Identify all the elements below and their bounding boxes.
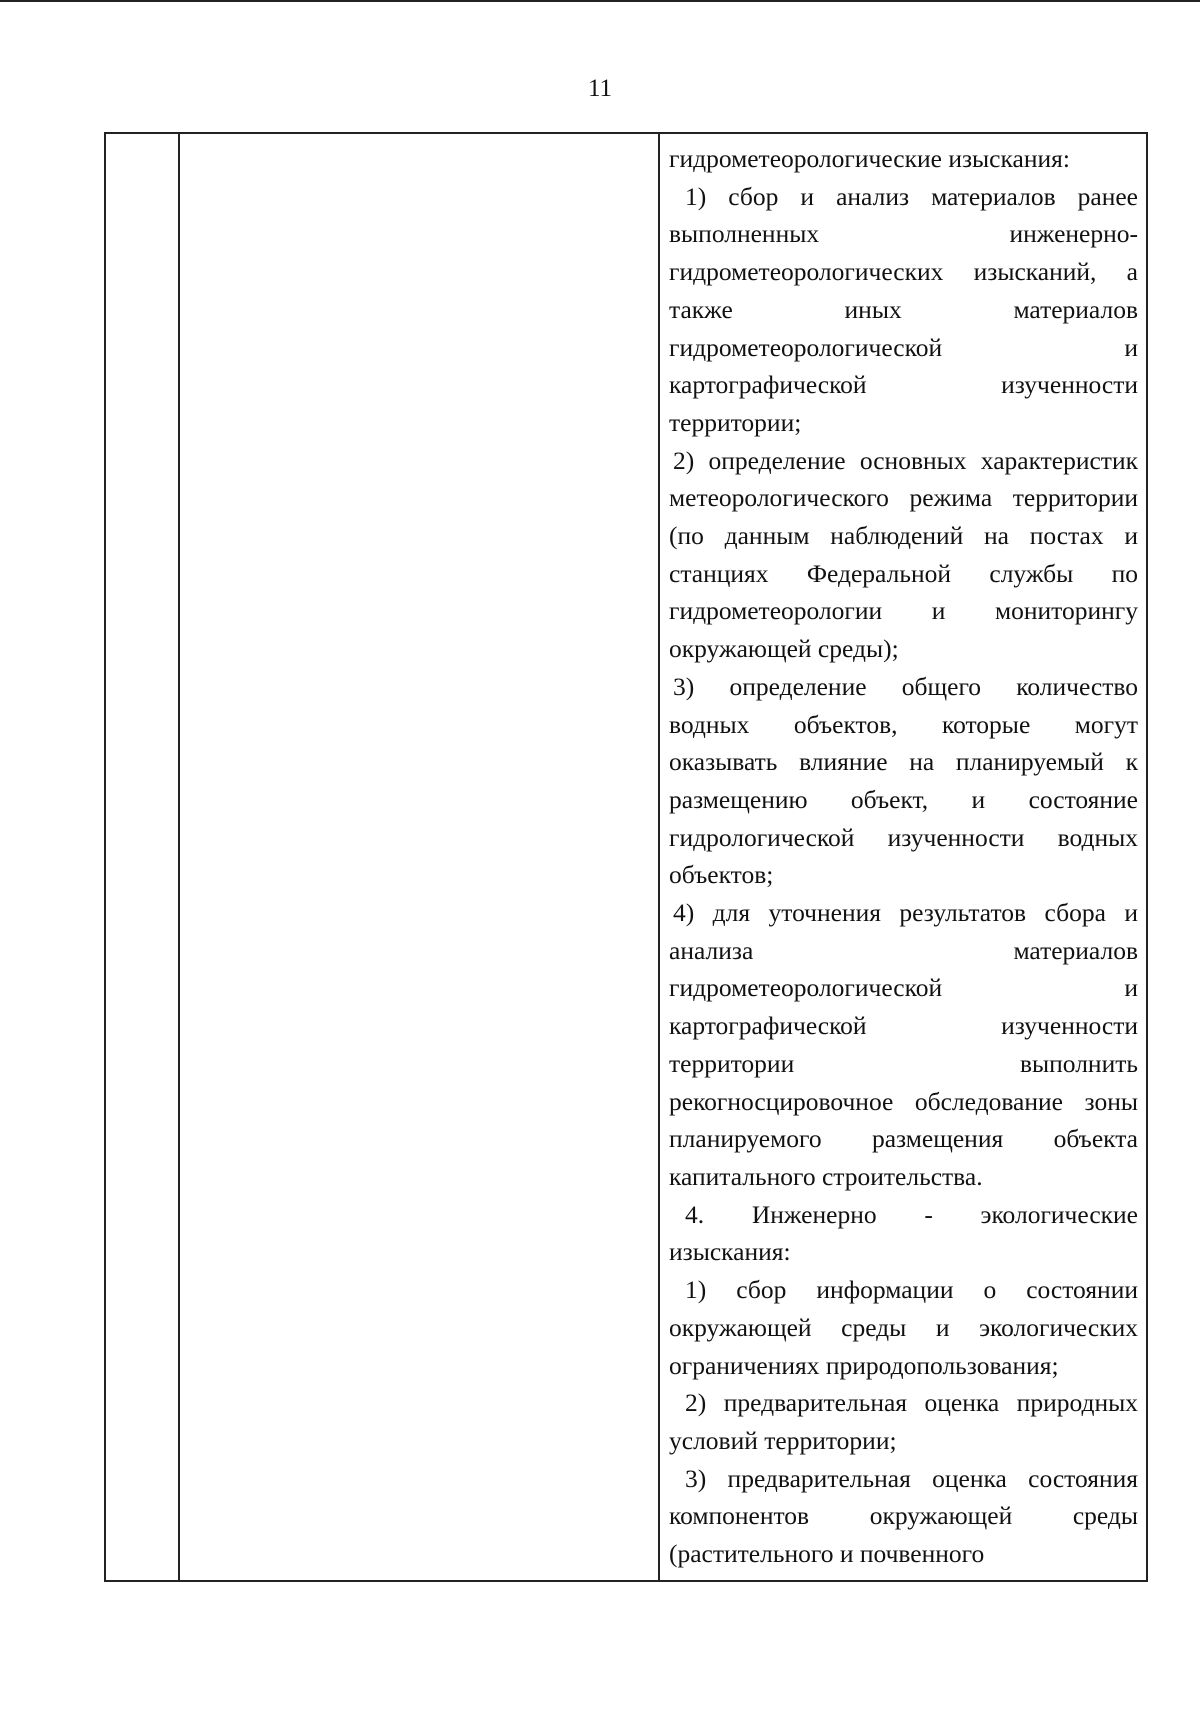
table-cell-name bbox=[180, 134, 660, 1580]
top-border-line bbox=[0, 0, 1200, 2]
paragraph: 1) сбор и анализ материалов ранее выполненных инженерно-гидрометеорологических изысканий, а также иных материалов гидрометеорологической и картографической изученности территории; bbox=[669, 181, 1138, 437]
paragraph: 4) для уточнения результатов сбора и анализа материалов гидрометеорологической и картографической изученности территории выполнить рекогносцировочное обследование зоны планируемого размещения объекта капитального строительства. bbox=[669, 898, 1138, 1191]
paragraph: гидрометеорологические изыскания: bbox=[669, 144, 1070, 173]
paragraph: 4. Инженерно - экологические изыскания: bbox=[669, 1199, 1138, 1267]
paragraph: 1) сбор информации о состоянии окружающей среды и экологических ограничениях природопользования; bbox=[669, 1275, 1138, 1380]
page-number: 11 bbox=[587, 75, 613, 102]
table-cell-number bbox=[106, 134, 180, 1580]
paragraph: 3) определение общего количество водных объектов, которые могут оказывать влияние на планируемый к размещению объект, и состояние гидрологической изученности водных объектов; bbox=[669, 671, 1138, 890]
table-cell-content bbox=[660, 134, 1146, 1580]
paragraph: 2) предварительная оценка природных условий территории; bbox=[669, 1388, 1138, 1455]
paragraph: 2) определение основных характеристик метеорологического режима территории (по данным наблюдений на постах и станциях Федеральной службы по гидрометеорологии и мониторингу окружающей среды); bbox=[669, 445, 1138, 664]
requirements-table bbox=[104, 132, 1148, 1582]
paragraph: 3) предварительная оценка состояния компонентов окружающей среды (растительного и почвенного bbox=[669, 1463, 1138, 1569]
